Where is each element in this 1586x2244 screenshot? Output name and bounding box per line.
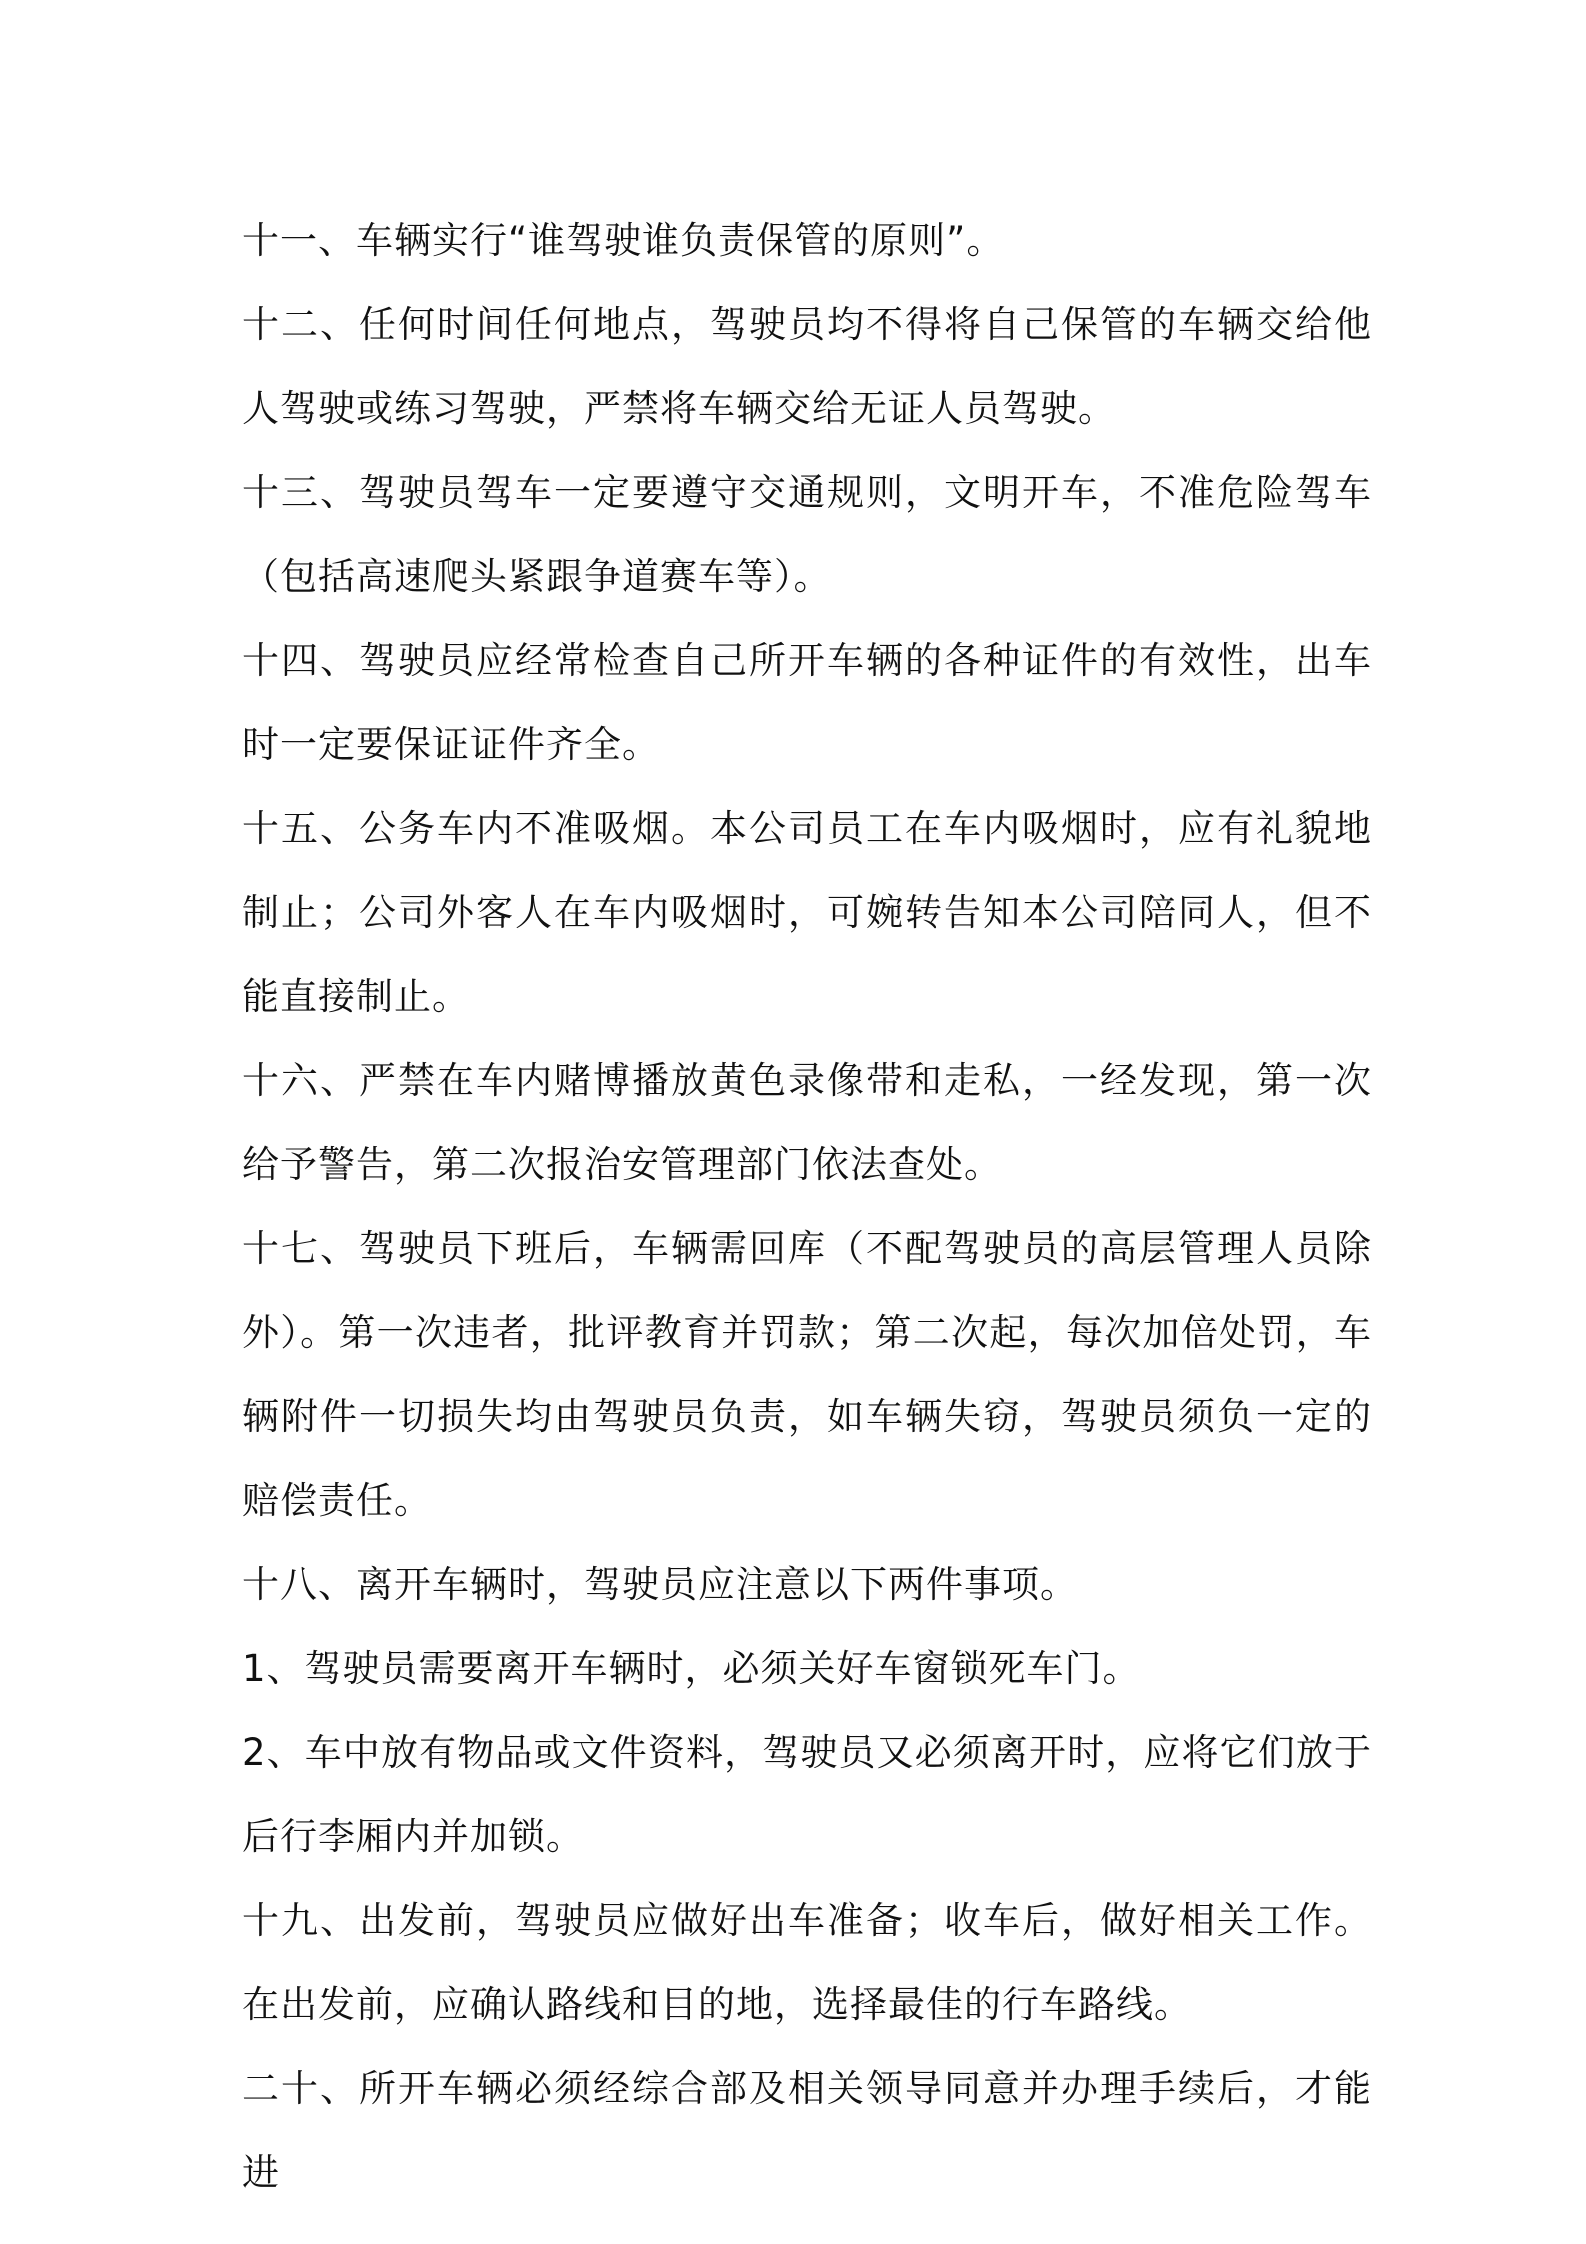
- document-body: [242, 199, 1372, 2215]
- paragraph-18: 十八、离开车辆时，驾驶员应注意以下两件事项。: [242, 1563, 1078, 1606]
- paragraph-11: 十一、车辆实行“谁驾驶谁负责保管的原则”。: [242, 219, 1005, 262]
- paragraph-15: 十五、公务车内不准吸烟。本公司员工在车内吸烟时，应有礼貌地制止；公司外客人在车内吸烟时，可婉转告知本公司陪同人，但不能直接制止。: [242, 807, 1372, 1018]
- paragraph-19: 十九、出发前，驾驶员应做好出车准备；收车后，做好相关工作。在出发前，应确认路线和目的地，选择最佳的行车路线。: [242, 1899, 1372, 2026]
- paragraph-20: 二十、所开车辆必须经综合部及相关领导同意并办理手续后，才能进: [242, 2067, 1372, 2194]
- paragraph-12: 十二、任何时间任何地点，驾驶员均不得将自己保管的车辆交给他人驾驶或练习驾驶，严禁将车辆交给无证人员驾驶。: [242, 303, 1372, 430]
- paragraph-13: 十三、驾驶员驾车一定要遵守交通规则，文明开车，不准危险驾车（包括高速爬头紧跟争道赛车等）。: [242, 471, 1372, 598]
- paragraph-14: 十四、驾驶员应经常检查自己所开车辆的各种证件的有效性，出车时一定要保证证件齐全。: [242, 639, 1372, 766]
- paragraph-16: 十六、严禁在车内赌博播放黄色录像带和走私，一经发现，第一次给予警告，第二次报治安管理部门依法查处。: [242, 1059, 1372, 1186]
- list-item-1: 1、驾驶员需要离开车辆时，必须关好车窗锁死车门。: [242, 1647, 1141, 1690]
- list-item-2: 2、车中放有物品或文件资料，驾驶员又必须离开时，应将它们放于后行李厢内并加锁。: [242, 1731, 1372, 1858]
- paragraph-17: 十七、驾驶员下班后，车辆需回库（不配驾驶员的高层管理人员除外）。第一次违者，批评教育并罚款；第二次起，每次加倍处罚，车辆附件一切损失均由驾驶员负责，如车辆失窃，驾驶员须负一定的赔偿责任。: [242, 1227, 1372, 1522]
